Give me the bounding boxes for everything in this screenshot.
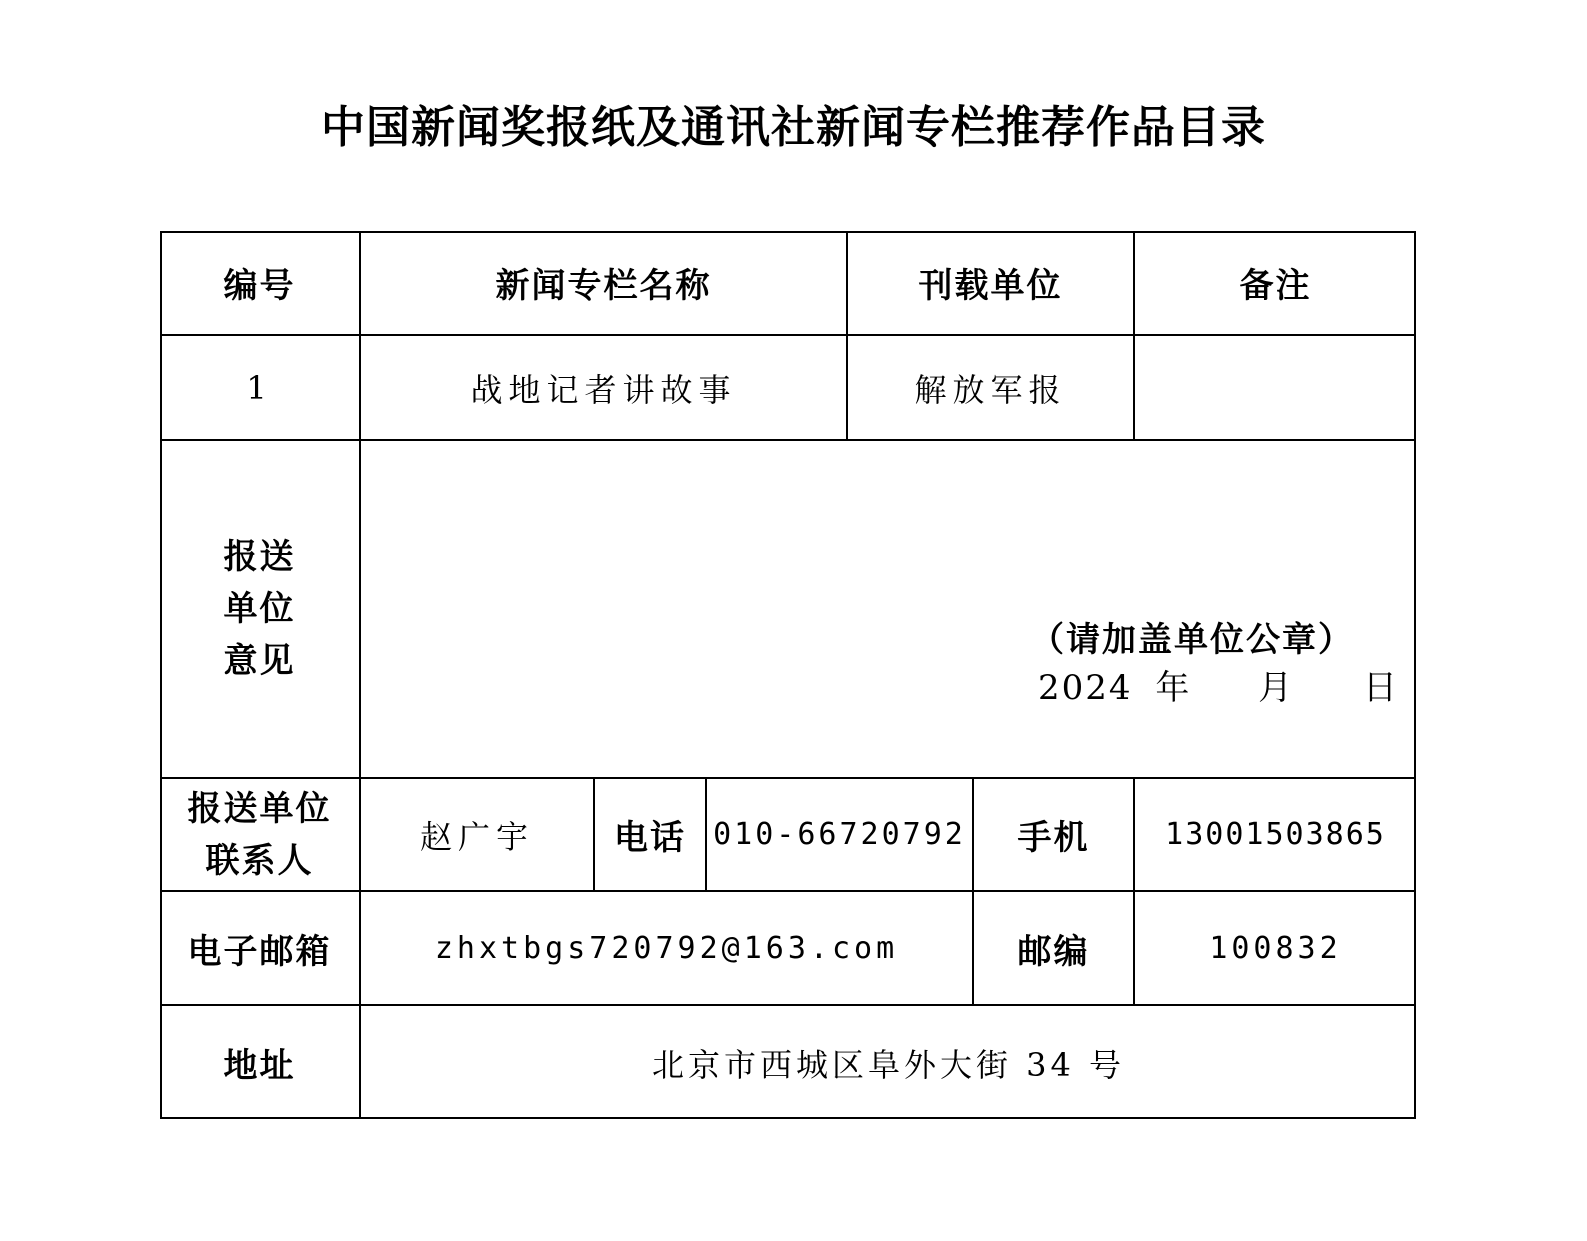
- mobile-value: 13001503865: [1165, 817, 1386, 852]
- date-year-unit: 年: [1155, 668, 1192, 708]
- email-label: 电子邮箱: [187, 931, 332, 972]
- email-value: zhxtbgs720792@163.com: [434, 930, 899, 966]
- contact-label-line: 报送单位: [187, 788, 332, 829]
- phone-value: 010-66720792: [713, 817, 966, 852]
- header-publisher: 刊载单位: [918, 266, 1063, 306]
- phone-label: 电话: [614, 818, 686, 858]
- date-year: 2024: [1038, 668, 1133, 708]
- row1-number: 1: [246, 368, 273, 407]
- opinion-label-line: 单位: [223, 589, 296, 629]
- date-line: [1038, 660, 1399, 709]
- address-label: 地址: [223, 1046, 296, 1086]
- header-remarks: 备注: [1239, 266, 1312, 306]
- header-number: 编号: [223, 266, 296, 306]
- contact-label: [160, 779, 359, 890]
- address-value: 北京市西城区阜外大街 34 号: [651, 1045, 1126, 1084]
- date-day-unit: 日: [1362, 668, 1399, 708]
- mobile-label: 手机: [1017, 818, 1090, 858]
- postcode-value: 100832: [1209, 930, 1342, 966]
- opinion-label-line: 意见: [223, 641, 296, 681]
- opinion-label-line: 报送: [223, 537, 296, 577]
- contact-name: 赵广宇: [419, 817, 534, 856]
- date-month-unit: 月: [1258, 668, 1295, 708]
- document-title: 中国新闻奖报纸及通讯社新闻专栏推荐作品目录: [321, 102, 1266, 153]
- seal-note: （请加盖单位公章）: [1030, 620, 1354, 660]
- row1-publisher: 解放军报: [914, 370, 1067, 409]
- contact-label-line: 联系人: [205, 840, 314, 881]
- header-column-name: 新闻专栏名称: [495, 266, 712, 306]
- postcode-label: 邮编: [1017, 931, 1090, 972]
- row1-remarks: [1135, 336, 1416, 439]
- row1-column-name: 战地记者讲故事: [470, 370, 737, 409]
- opinion-label: [160, 441, 359, 777]
